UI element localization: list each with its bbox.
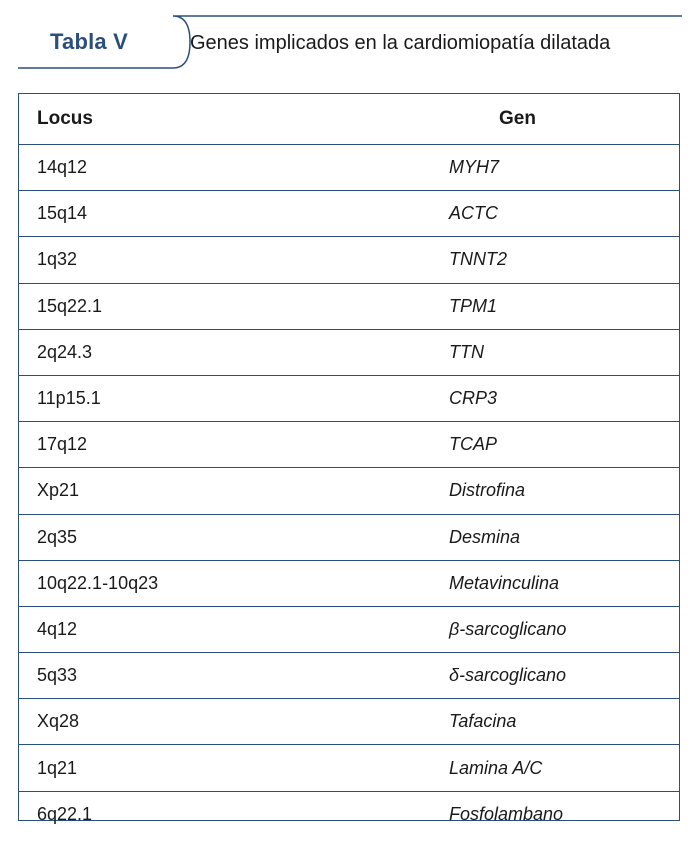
locus-cell: 2q35	[19, 514, 449, 560]
table-row	[19, 375, 679, 421]
locus-cell: 15q22.1	[19, 283, 449, 329]
genes-table	[19, 94, 679, 837]
gen-cell: δ-sarcoglicano	[449, 653, 679, 699]
table-row	[19, 283, 679, 329]
gen-cell: Tafacina	[449, 699, 679, 745]
table-header	[18, 15, 682, 69]
locus-cell: 5q33	[19, 653, 449, 699]
gen-cell: Desmina	[449, 514, 679, 560]
gen-cell: TCAP	[449, 422, 679, 468]
locus-cell: 2q24.3	[19, 329, 449, 375]
gen-cell: CRP3	[449, 375, 679, 421]
genes-table-container	[18, 93, 680, 824]
table-row	[19, 560, 679, 606]
gen-cell: TNNT2	[449, 237, 679, 283]
gen-cell: ACTC	[449, 191, 679, 237]
table-row	[19, 653, 679, 699]
table-row	[19, 237, 679, 283]
table-row	[19, 145, 679, 191]
gen-cell: TPM1	[449, 283, 679, 329]
table-row	[19, 606, 679, 652]
locus-cell: 11p15.1	[19, 375, 449, 421]
table-row	[19, 514, 679, 560]
locus-cell: Xp21	[19, 468, 449, 514]
locus-cell: 14q12	[19, 145, 449, 191]
locus-cell: 6q22.1	[37, 803, 93, 824]
column-header-gen: Gen	[449, 94, 679, 145]
table-row	[19, 191, 679, 237]
table-row	[19, 745, 679, 791]
table-title: Genes implicados en la cardiomiopatía dilatada	[190, 32, 611, 54]
locus-cell: 10q22.1-10q23	[19, 560, 449, 606]
locus-cell: 4q12	[19, 606, 449, 652]
table-row	[19, 329, 679, 375]
column-header-locus: Locus	[19, 94, 449, 145]
table-body	[19, 145, 679, 837]
locus-cell: 15q14	[19, 191, 449, 237]
table-row	[19, 791, 679, 837]
locus-cell: 1q32	[19, 237, 449, 283]
locus-cell: 1q21	[19, 745, 449, 791]
gen-cell: Fosfolambano	[449, 803, 564, 824]
table-header-row	[19, 94, 679, 145]
table-row	[19, 468, 679, 514]
table-row	[19, 699, 679, 745]
gen-cell: TTN	[449, 329, 679, 375]
locus-cell: 17q12	[19, 422, 449, 468]
gen-cell: β-sarcoglicano	[449, 606, 679, 652]
table-tag: Tabla V	[50, 29, 129, 54]
gen-cell: Lamina A/C	[449, 745, 679, 791]
table-row	[19, 422, 679, 468]
gen-cell: Distrofina	[449, 468, 679, 514]
gen-cell: Metavinculina	[449, 560, 679, 606]
gen-cell: MYH7	[449, 145, 679, 191]
locus-cell: Xq28	[19, 699, 449, 745]
